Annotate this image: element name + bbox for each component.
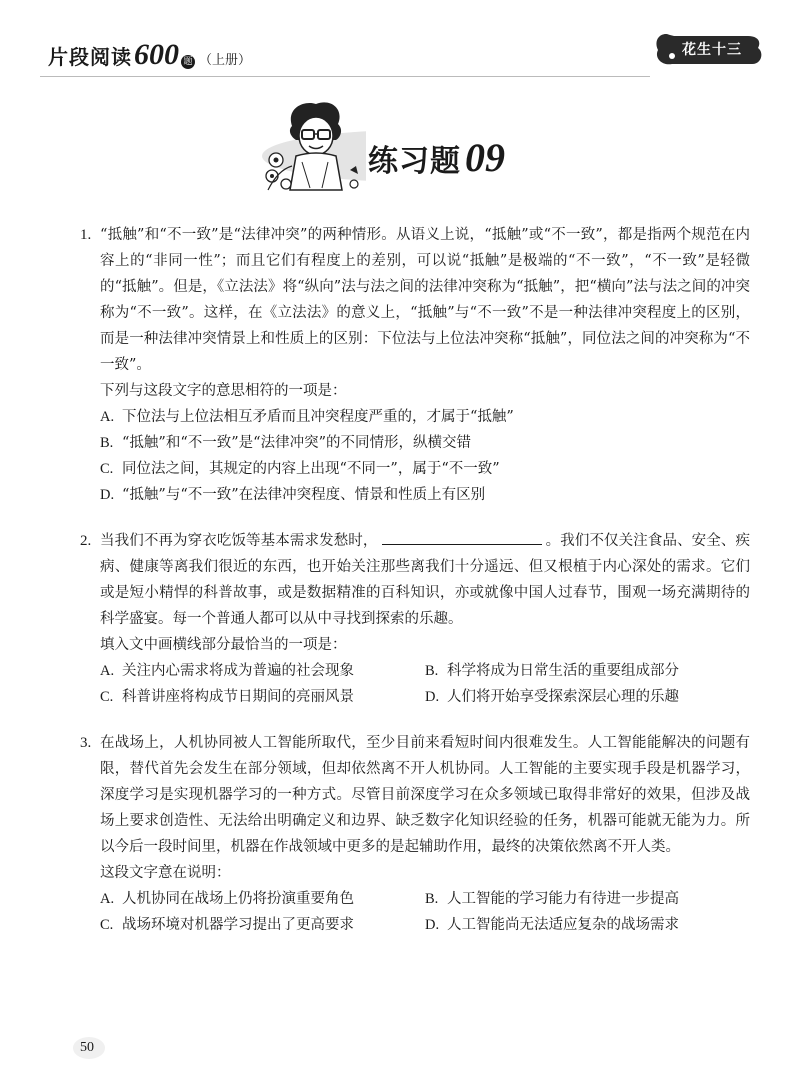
- option-text: “抵触”和“不一致”是“法律冲突”的不同情形，纵横交错: [122, 435, 471, 451]
- options-grid: [80, 658, 750, 710]
- brand-logo: [652, 30, 764, 70]
- question-stem: 这段文字意在说明：: [100, 865, 231, 881]
- option-d[interactable]: [425, 912, 750, 938]
- book-title-unit: 题: [181, 55, 195, 69]
- option-letter: C.: [100, 917, 114, 933]
- options-list: [80, 404, 750, 508]
- option-text: 科普讲座将构成节日期间的亮丽风景: [122, 689, 354, 705]
- option-a[interactable]: [100, 886, 425, 912]
- book-title: [48, 40, 251, 70]
- header-divider: [40, 76, 650, 77]
- option-b[interactable]: [100, 430, 750, 456]
- option-c[interactable]: [100, 456, 750, 482]
- option-text: “抵触”与“不一致”在法律冲突程度、情景和性质上有区别: [122, 487, 486, 503]
- option-b[interactable]: [425, 658, 750, 684]
- book-volume: （上册）: [199, 53, 252, 68]
- option-letter: C.: [100, 689, 114, 705]
- exercise-number: 09: [465, 135, 505, 180]
- question-3: [80, 730, 750, 938]
- question-number: 2.: [80, 533, 92, 549]
- exercise-title-block: [262, 100, 562, 195]
- option-letter: D.: [425, 689, 440, 705]
- question-stem: 下列与这段文字的意思相符的一项是：: [100, 383, 347, 399]
- option-text: 人们将开始享受探索深层心理的乐趣: [447, 689, 679, 705]
- option-d[interactable]: [100, 482, 750, 508]
- book-title-text: 片段阅读: [48, 45, 132, 69]
- option-letter: D.: [100, 487, 115, 503]
- brand-text: 花生十三: [682, 42, 742, 58]
- question-1: [80, 222, 750, 508]
- page-number: 50: [80, 1040, 94, 1055]
- option-a[interactable]: [100, 658, 425, 684]
- option-text: 下位法与上位法相互矛盾而且冲突程度严重的，才属于“抵触”: [122, 409, 514, 425]
- option-letter: B.: [425, 663, 439, 679]
- option-letter: B.: [100, 435, 114, 451]
- question-number: 1.: [80, 227, 92, 243]
- question-2: [80, 528, 750, 710]
- option-c[interactable]: [100, 684, 425, 710]
- fill-blank: [382, 528, 542, 545]
- option-text: 关注内心需求将成为普遍的社会现象: [122, 663, 354, 679]
- passage-before-blank: 当我们不再为穿衣吃饭等基本需求发愁时，: [100, 533, 378, 549]
- question-number: 3.: [80, 735, 92, 751]
- passage-after-blank: 。我们不仅关注食品、安全、疾病、健康等离我们很近的东西，也开始关注那些离我们十分遥远、但又根植于内心深处的需求。它们或是短小精悍的科普故事，或是数据精准的百科知识，亦或就像中国人过春节，围观一场充满期待的科学盛宴。每一个普通人都可以从中寻找到探索的乐趣。: [100, 533, 750, 627]
- option-a[interactable]: [100, 404, 750, 430]
- exercise-label: 练习题: [368, 144, 461, 179]
- question-passage: “抵触”和“不一致”是“法律冲突”的两种情形。从语义上说，“抵触”或“不一致”，都是指两个规范在内容上的“非同一性”；而且它们有程度上的差别，可以说“抵触”是极端的“不一致”，“不一致”是轻微的“抵触”。但是，《立法法》将“纵向”法与法之间的法律冲突称为“抵触”，把“横向”法与法之间的冲突称为“不一致”。这样，在《立法法》的意义上，“抵触”与“不一致”不是一种法律冲突程度上的区别，而是一种法律冲突情景上和性质上的区别：下位法与上位法冲突称“抵触”，同位法之间的冲突称为“不一致”。: [100, 227, 750, 373]
- questions-list: [80, 222, 750, 958]
- option-letter: A.: [100, 891, 115, 907]
- option-letter: C.: [100, 461, 114, 477]
- option-text: 人工智能的学习能力有待进一步提高: [447, 891, 679, 907]
- option-letter: A.: [100, 409, 115, 425]
- exercise-title: [368, 136, 505, 180]
- option-text: 人工智能尚无法适应复杂的战场需求: [447, 917, 679, 933]
- question-stem: 填入文中画横线部分最恰当的一项是：: [100, 637, 347, 653]
- mascot-icon: [262, 100, 366, 192]
- options-grid: [80, 886, 750, 938]
- option-letter: A.: [100, 663, 115, 679]
- option-text: 战场环境对机器学习提出了更高要求: [122, 917, 354, 933]
- question-passage: [100, 528, 750, 632]
- option-letter: D.: [425, 917, 440, 933]
- question-passage: 在战场上，人机协同被人工智能所取代，至少目前来看短时间内很难发生。人工智能能解决的问题有限，替代首先会发生在部分领域，但却依然离不开人机协同。人工智能的主要实现手段是机器学习，深度学习是实现机器学习的一种方式。尽管目前深度学习在众多领域已取得非常好的效果，但涉及战场上要求创造性、无法给出明确定义和边界、缺乏数字化知识经验的任务，机器可能就无能为力。所以今后一段时间里，机器在作战领域中更多的是起辅助作用，最终的决策依然离不开人类。: [100, 735, 750, 855]
- option-letter: B.: [425, 891, 439, 907]
- book-title-number: 600: [134, 38, 179, 71]
- option-c[interactable]: [100, 912, 425, 938]
- option-text: 科学将成为日常生活的重要组成部分: [447, 663, 679, 679]
- page-header: [0, 0, 800, 90]
- option-d[interactable]: [425, 684, 750, 710]
- option-text: 同位法之间，其规定的内容上出现“不同一”，属于“不一致”: [122, 461, 500, 477]
- option-b[interactable]: [425, 886, 750, 912]
- option-text: 人机协同在战场上仍将扮演重要角色: [122, 891, 354, 907]
